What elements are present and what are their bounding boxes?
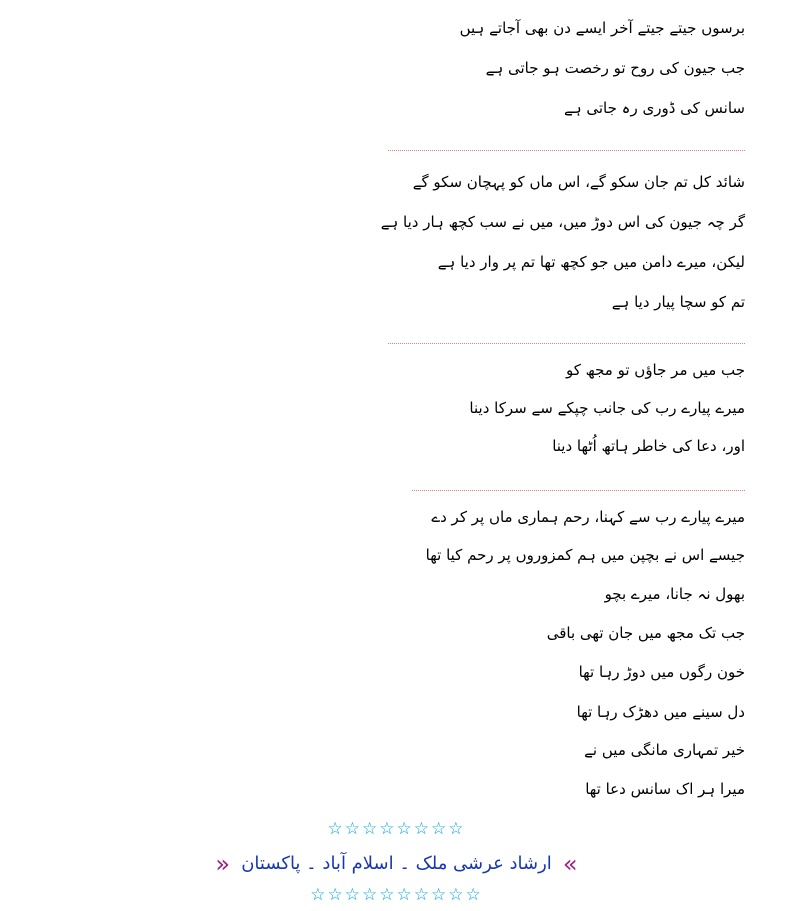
signature (0, 848, 793, 879)
poem-line: میرے پیارے رب سے کہنا، رحم ہماری ماں پر کر دے (431, 508, 745, 526)
poem-line: خون رگوں میں دوڑ رہا تھا (578, 663, 745, 681)
poem-line: میرے پیارے رب کی جانب چپکے سے سرکا دینا (469, 399, 745, 417)
poem-line: لیکن، میرے دامن میں جو کچھ تھا تم پر وار دیا ہے (437, 253, 745, 271)
stanza-divider (388, 343, 745, 344)
ornament-left-icon: « (562, 849, 578, 878)
poem-line: جب جیون کی روح تو رخصت ہو جاتی ہے (485, 59, 745, 77)
poem-line: خیر تمہاری مانگی میں نے (584, 741, 745, 759)
poem-line: برسوں جیتے جیتے آخر ایسے دن بھی آجاتے ہیں (459, 19, 745, 37)
stars-row-bottom: ☆☆☆☆☆☆☆☆☆☆ (310, 885, 483, 905)
poem-line: شائد کل تم جان سکو گے، اس ماں کو پہچان سکو گے (412, 173, 745, 191)
poem-line: جیسے اس نے بچپن میں ہم کمزوروں پر رحم کیا تھا (425, 546, 745, 564)
poem-line: سانس کی ڈوری رہ جاتی ہے (564, 99, 745, 117)
stanza-divider (412, 490, 745, 491)
poem-line: گر چہ جیون کی اس دوڑ میں، میں نے سب کچھ ہار دیا ہے (380, 213, 745, 231)
poem-line: تم کو سچا پیار دیا ہے (611, 293, 745, 311)
poem-line: اور، دعا کی خاطر ہاتھ اُٹھا دینا (552, 437, 745, 455)
ornament-right-icon: » (215, 849, 231, 878)
author-signature: ارشاد عرشی ملک ۔ اسلام آباد ۔ پاکستان (241, 852, 552, 874)
poem-line: جب میں مر جاؤں تو مجھ کو (565, 361, 745, 379)
poem-line: بھول نہ جانا، میرے بچو (604, 585, 745, 603)
poem-line: میرا ہر اک سانس دعا تھا (585, 780, 745, 798)
poem-line: دل سینے میں دھڑک رہا تھا (576, 703, 745, 721)
poem-line: جب تک مجھ میں جان تھی باقی (546, 624, 745, 642)
stars-row-top: ☆☆☆☆☆☆☆☆ (327, 819, 466, 839)
stanza-divider (388, 150, 745, 151)
